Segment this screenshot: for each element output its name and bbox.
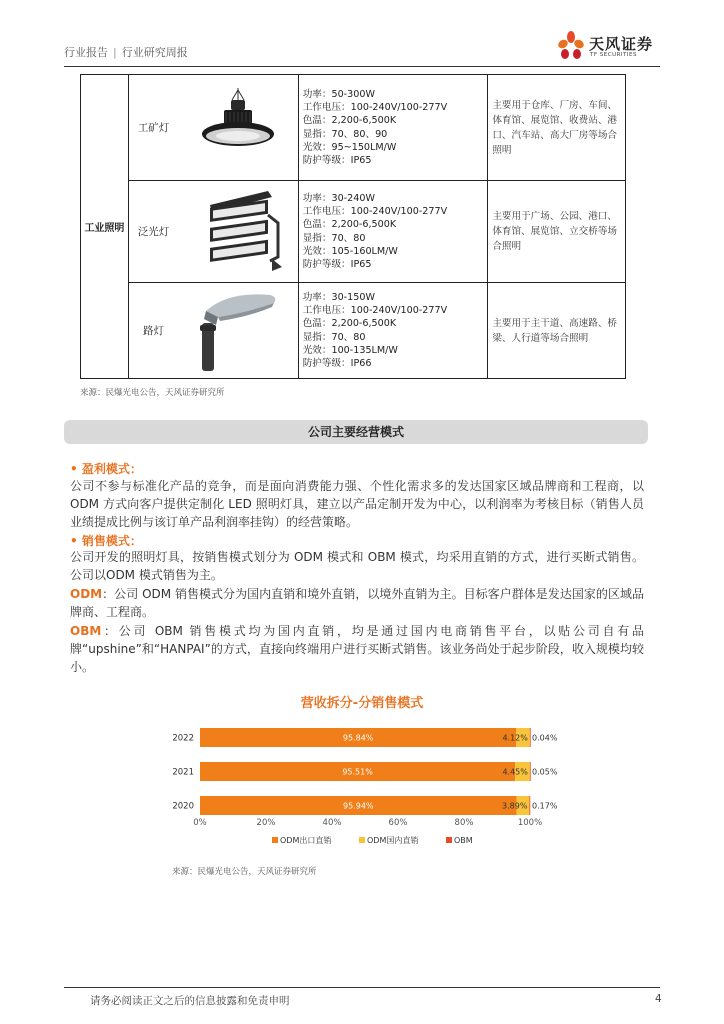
spec-line: 工作电压：100-240V/100-277V xyxy=(302,206,448,218)
usage-cell: 主要用于主干道、高速路、桥梁、人行道等场合照明 xyxy=(488,283,626,379)
legend-swatch xyxy=(272,837,278,843)
sales-heading: • 销售模式： xyxy=(70,534,142,548)
data-label: 3.89% xyxy=(502,801,528,811)
legend-swatch xyxy=(446,837,452,843)
footer-divider xyxy=(64,987,660,988)
product-name: 泛光灯 xyxy=(128,181,178,283)
data-label: 95.84% xyxy=(342,733,374,743)
section-title: 公司主要经营模式 xyxy=(64,420,648,444)
report-subtype: 行业研究周报 xyxy=(121,46,188,59)
odm-paragraph xyxy=(70,586,644,622)
obm-text: ：公司 OBM 销售模式均为国内直销，均是通过国内电商销售平台，以贴公司自有品牌“upshine”和“HANPAI”的方式，直接向终端用户进行买断式销售。该业务尚处于起步阶段，收入规模均较小。 xyxy=(70,624,644,674)
data-label: 4.45% xyxy=(502,767,528,777)
spec-line: 防护等级：IP65 xyxy=(302,258,372,270)
category-label: 2022 xyxy=(172,733,194,744)
report-type: 行业报告 xyxy=(64,46,108,59)
profit-paragraph: 公司不参与标准化产品的竞争，而是面向消费能力强、个性化需求多的发达国家区域品牌商和工程商，以 ODM 方式向客户提供定制化 LED 照明灯具，建立以产品定制开发为中心，以利润率为考核目标（销售人员业绩提成比例与该订单产品利润率挂钩）的经营策略。 xyxy=(70,479,644,529)
spec-cell xyxy=(298,181,488,283)
spec-line: 功率：50-300W xyxy=(302,88,375,100)
page-number: 4 xyxy=(655,993,662,1005)
odm-label: ODM xyxy=(70,587,103,601)
page-header xyxy=(64,30,660,68)
table-row xyxy=(81,181,626,283)
spec-line: 显指：70、80、90 xyxy=(302,128,388,140)
footer-disclaimer: 请务必阅读正文之后的信息披露和免责申明 xyxy=(90,995,290,1007)
flood-light-icon xyxy=(188,185,288,275)
table-row xyxy=(81,75,626,181)
category-cell: 工业照明 xyxy=(81,75,129,379)
spec-line: 色温：2,200-6,500K xyxy=(302,115,397,127)
chart-source: 来源：民爆光电公告，天风证券研究所 xyxy=(172,867,317,877)
spec-line: 色温：2,200-6,500K xyxy=(302,318,397,330)
spec-cell xyxy=(298,283,488,379)
bar-segment xyxy=(530,762,531,781)
category-label: 2021 xyxy=(172,767,194,778)
stacked-bar-chart xyxy=(160,716,560,861)
product-name: 路灯 xyxy=(128,283,178,379)
street-light-icon xyxy=(188,285,288,373)
spec-line: 工作电压：100-240V/100-277V xyxy=(302,305,448,317)
usage-cell: 主要用于广场、公园、港口、体育馆、展览馆、立交桥等场合照明 xyxy=(488,181,626,283)
brand-name-cn: 天风证券 xyxy=(589,35,654,53)
product-image-cell xyxy=(178,283,298,379)
usage-cell: 主要用于仓库、厂房、车间、体育馆、展览馆、收费站、港口、汽车站、高大厂房等场合照明 xyxy=(488,75,626,181)
high-bay-lamp-icon xyxy=(188,86,288,166)
chart-title: 营收拆分-分销售模式 xyxy=(300,696,424,711)
data-label: 0.04% xyxy=(532,733,558,743)
sales-paragraph: 公司开发的照明灯具，按销售模式划分为 ODM 模式和 OBM 模式，均采用直销的方式，进行买断式销售。公司以ODM 模式销售为主。 xyxy=(70,550,644,582)
brand-name-en: TF SECURITIES xyxy=(590,52,637,58)
header-divider xyxy=(64,66,660,67)
bar-segment xyxy=(530,728,531,747)
spec-line: 防护等级：IP66 xyxy=(302,357,372,369)
brand-flower-icon xyxy=(556,30,586,62)
brand-logo xyxy=(556,30,660,64)
product-image-cell xyxy=(178,181,298,283)
legend-label: ODM国内直销 xyxy=(367,836,419,845)
spec-line: 光效：105-160LM/W xyxy=(302,245,398,257)
bar-segment xyxy=(529,796,530,815)
spec-line: 色温：2,200-6,500K xyxy=(302,219,397,231)
product-table xyxy=(80,74,626,379)
data-label: 4.12% xyxy=(502,733,528,743)
data-label: 0.17% xyxy=(532,801,558,811)
legend-label: OBM xyxy=(454,836,473,845)
spec-line: 光效：95~150LM/W xyxy=(302,141,397,153)
spec-line: 防护等级：IP65 xyxy=(302,154,372,166)
x-tick-label: 100% xyxy=(517,818,543,828)
profit-heading: • 盈利模式： xyxy=(70,462,142,476)
spec-line: 工作电压：100-240V/100-277V xyxy=(302,102,448,114)
spec-line: 显指：70、80 xyxy=(302,331,366,343)
legend-swatch xyxy=(359,837,365,843)
obm-paragraph xyxy=(70,623,644,676)
spec-line: 功率：30-240W xyxy=(302,192,375,204)
category-label: 2020 xyxy=(172,801,194,812)
x-tick-label: 60% xyxy=(388,818,408,828)
table-row xyxy=(81,283,626,379)
odm-text: ：公司 ODM 销售模式分为国内直销和境外直销，以境外直销为主。目标客户群体是发达国家的区域品牌商、工程商。 xyxy=(70,587,644,619)
obm-label: OBM xyxy=(70,624,102,638)
legend-label: ODM出口直销 xyxy=(280,836,332,845)
x-tick-label: 0% xyxy=(193,818,207,828)
x-tick-label: 20% xyxy=(256,818,276,828)
spec-line: 显指：70、80 xyxy=(302,232,366,244)
spec-cell xyxy=(298,75,488,181)
product-name: 工矿灯 xyxy=(128,75,178,181)
x-tick-label: 80% xyxy=(454,818,474,828)
spec-line: 光效：100-135LM/W xyxy=(302,344,398,356)
data-label: 95.94% xyxy=(343,801,374,811)
table-source: 来源：民爆光电公告，天风证券研究所 xyxy=(80,388,225,398)
report-type-breadcrumb: 行业报告 | 行业研究周报 xyxy=(64,46,188,59)
data-label: 0.05% xyxy=(532,767,558,777)
spec-line: 功率：30-150W xyxy=(302,291,375,303)
data-label: 95.51% xyxy=(342,767,373,777)
x-tick-label: 40% xyxy=(322,818,342,828)
product-image-cell xyxy=(178,75,298,181)
